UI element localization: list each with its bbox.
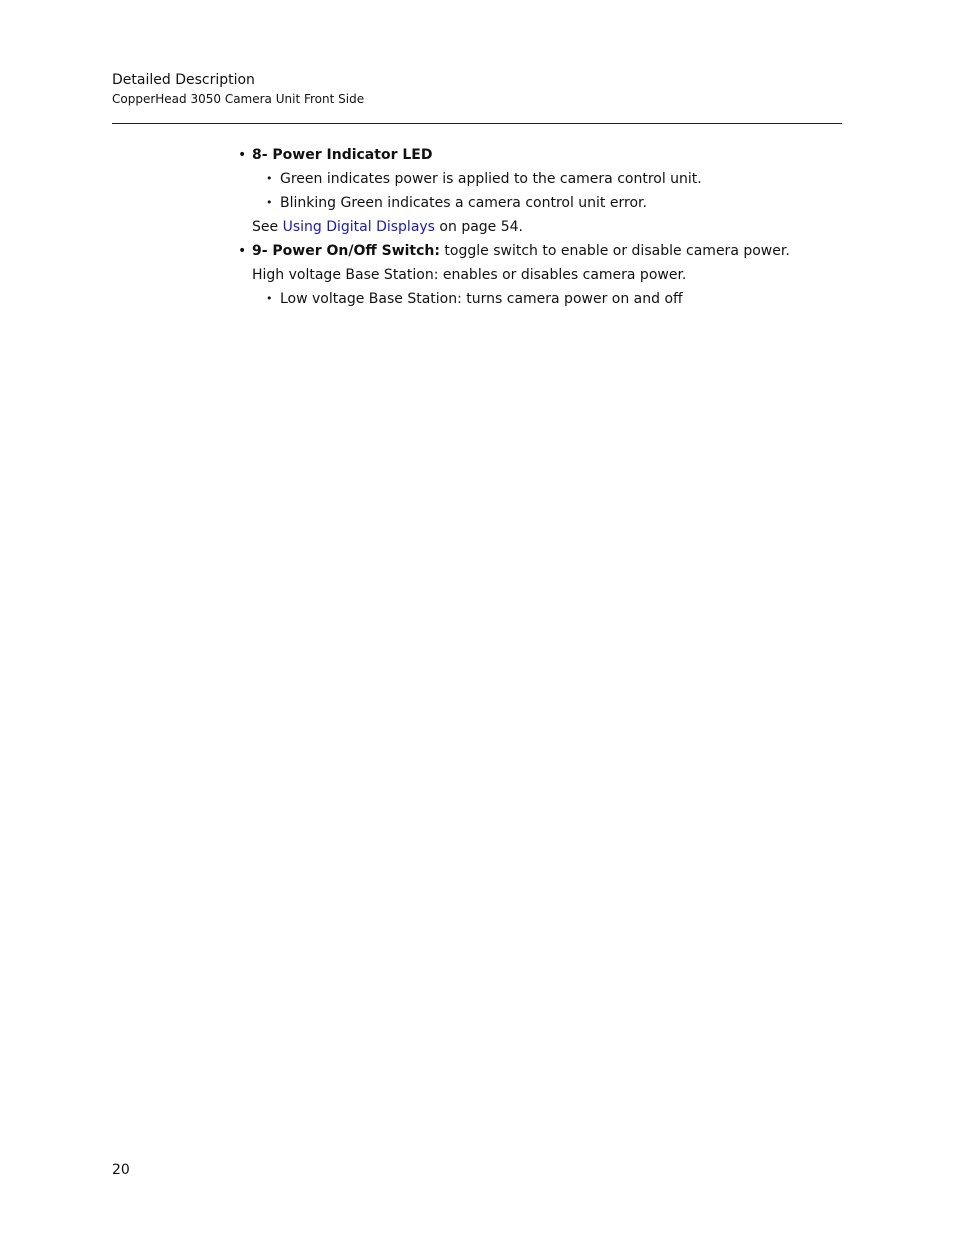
item-description: toggle switch to enable or disable camera power.	[439, 243, 790, 259]
bullet-marker: •	[238, 243, 247, 259]
header-divider	[112, 123, 842, 124]
see-prefix: See	[252, 219, 283, 235]
running-header	[112, 70, 842, 108]
main-content	[236, 143, 836, 311]
item-text: Blinking Green indicates a camera control unit error.	[280, 195, 647, 211]
see-reference	[236, 215, 836, 239]
see-suffix: on page 54.	[434, 219, 524, 235]
page-number: 20	[112, 1162, 130, 1178]
header-subtitle: CopperHead 3050 Camera Unit Front Side	[112, 92, 365, 106]
list-item-power-switch	[236, 239, 836, 263]
item-label: 8- Power Indicator LED	[252, 147, 433, 163]
item-continuation	[236, 263, 836, 287]
sub-list-item	[236, 287, 836, 311]
bullet-marker: •	[266, 196, 273, 209]
bullet-marker: •	[266, 292, 273, 305]
sub-list-item	[236, 167, 836, 191]
item-text: Green indicates power is applied to the camera control unit.	[280, 171, 702, 187]
item-text: Low voltage Base Station: turns camera power on and off	[280, 291, 683, 307]
bullet-marker: •	[238, 147, 247, 163]
bullet-marker: •	[266, 172, 273, 185]
item-text: High voltage Base Station: enables or disables camera power.	[252, 267, 687, 283]
item-label: 9- Power On/Off Switch:	[252, 243, 440, 259]
sub-list-item	[236, 191, 836, 215]
list-item-power-indicator-led	[236, 143, 836, 167]
using-digital-displays-link[interactable]: Using Digital Displays	[282, 219, 435, 235]
header-title: Detailed Description	[112, 72, 255, 88]
